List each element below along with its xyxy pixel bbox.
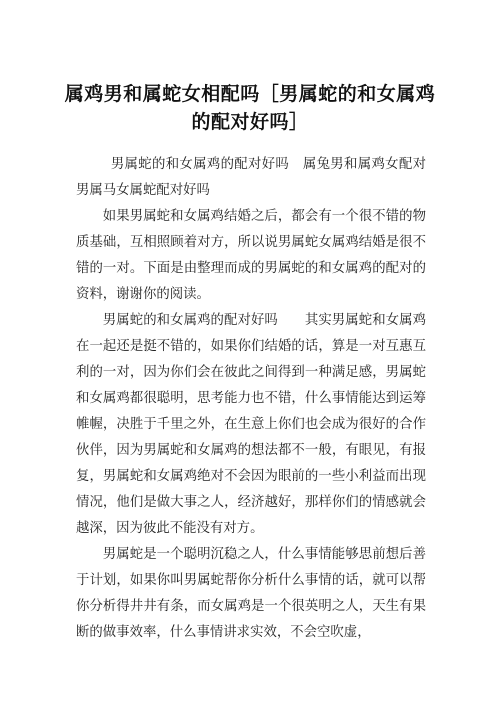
paragraph-1: 如果男属蛇和女属鸡结婚之后，都会有一个很不错的物质基础，互相照顾着对方，所以说男属蛇女属鸡结婚是很不错的一对。下面是由整理而成的男属蛇的和女属鸡的配对的资料，谢谢你的阅读。 [76, 209, 426, 302]
paragraph-2: 男属蛇的和女属鸡的配对好吗 其实男属蛇和女属鸡在一起还是挺不错的，如果你们结婚的话，算是一对互惠互利的一对，因为你们会在彼此之间得到一种满足感，男属蛇和女属鸡都很聪明，思考能力也不错，什么事情能达到运筹帷幄，决胜于千里之外，在生意上你们也会成为很好的合作伙伴，因为男属蛇和女属鸡的想法都不一般，有眼见，有报复，男属蛇和女属鸡绝对不会因为眼前的一些小利益而出现情况，他们是做大事之人，经济越好，那样你们的情感就会越深，因为彼此不能没有对方。 [76, 313, 426, 536]
paragraph-intro: 男属蛇的和女属鸡的配对好吗 属兔男和属鸡女配对男属马女属蛇配对好吗 [76, 157, 426, 198]
document-title: 属鸡男和属蛇女相配吗［男属蛇的和女属鸡的配对好吗］ [64, 83, 436, 133]
paragraph-3: 男属蛇是一个聪明沉稳之人，什么事情能够思前想后善于计划，如果你叫男属蛇帮你分析什么事情的话，就可以帮你分析得井井有条，而女属鸡是一个很英明之人，天生有果断的做事效率，什么事情讲求实效，不会空吹虚， [76, 547, 426, 640]
document-body [76, 152, 426, 646]
